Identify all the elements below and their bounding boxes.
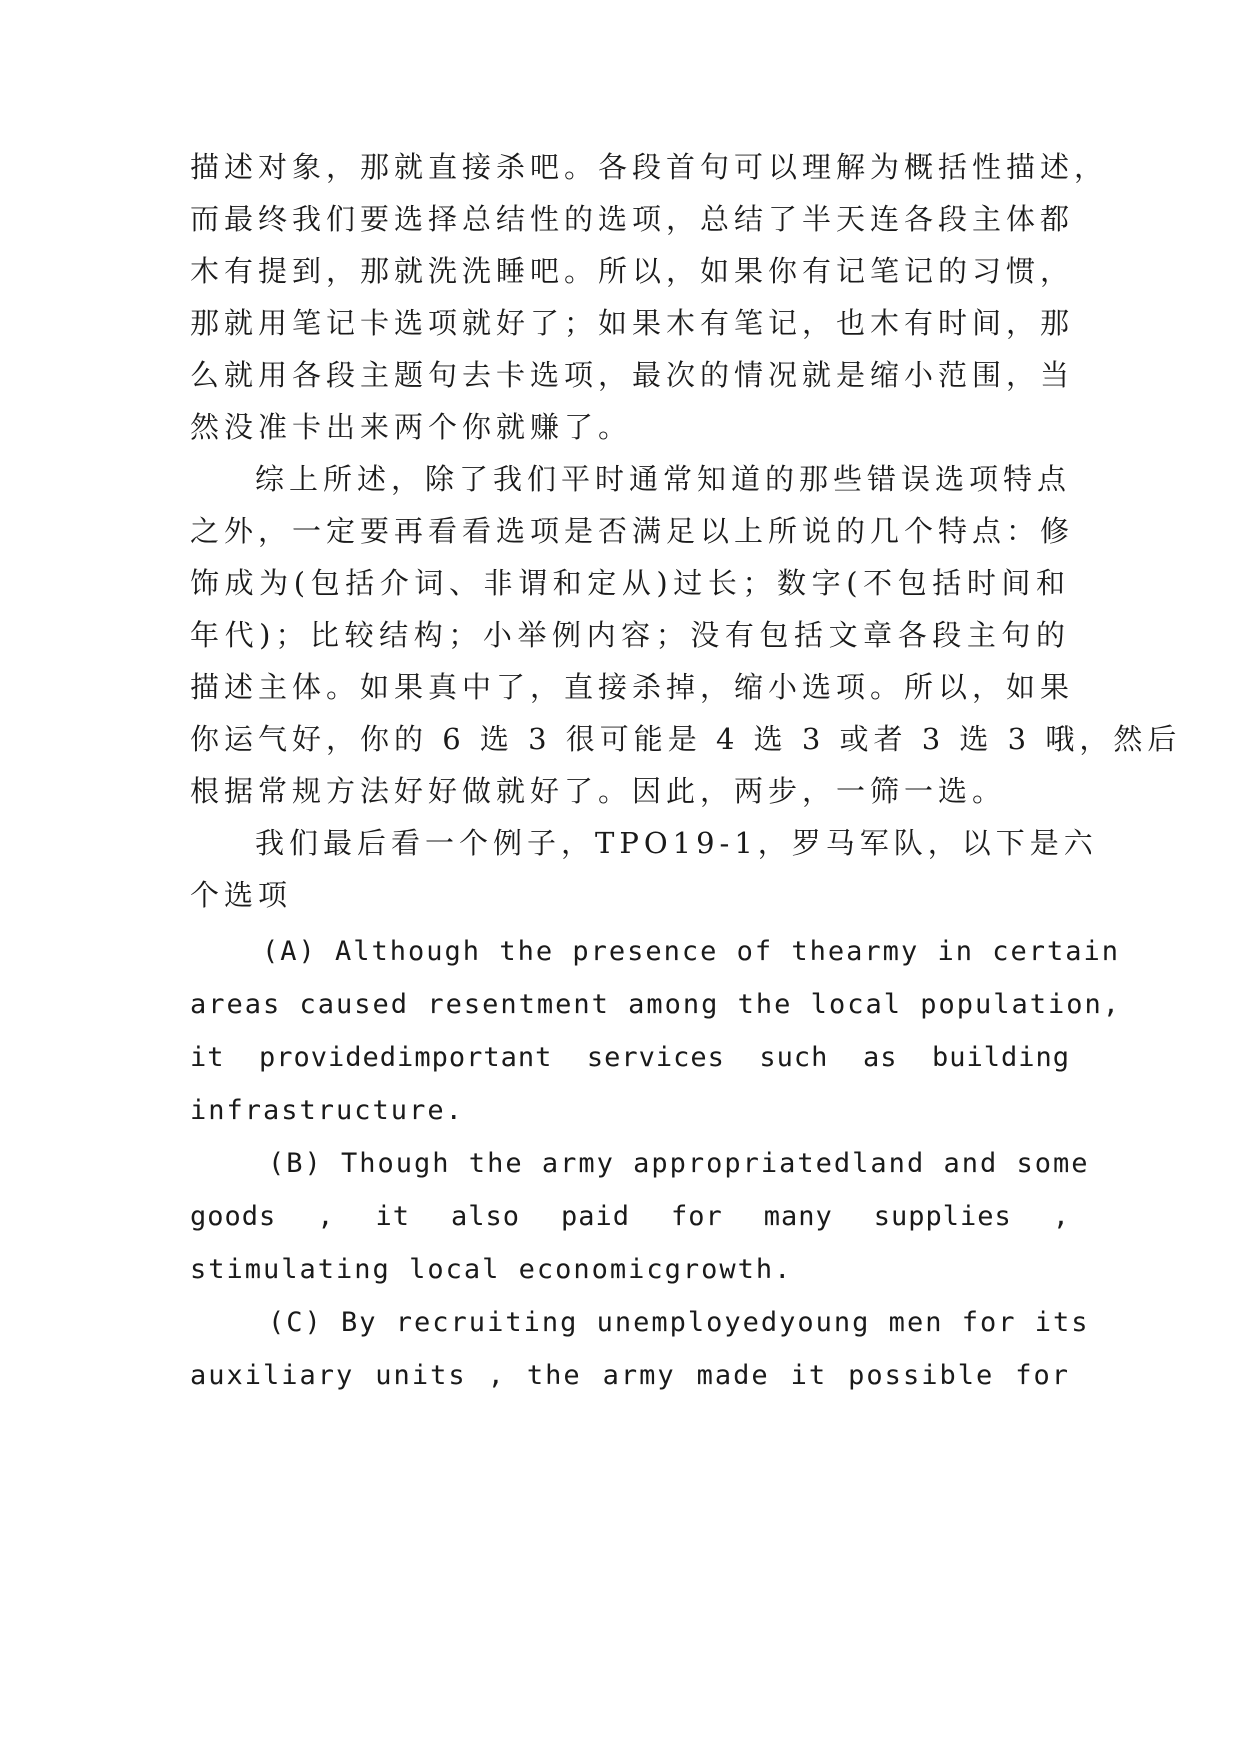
paragraph-2-line-6: 你运气好，你的 6 选 3 很可能是 4 选 3 或者 3 选 3 哦，然后 xyxy=(190,722,1182,756)
paragraph-2-line-4: 年代)；比较结构；小举例内容；没有包括文章各段主句的 xyxy=(190,618,1070,652)
option-b-line-1: (B) Though the army appropriatedland and some xyxy=(268,1148,1090,1179)
paragraph-2-line-5: 描述主体。如果真中了，直接杀掉，缩小选项。所以，如果 xyxy=(190,670,1075,704)
option-b-line-2: goods , it also paid for many supplies , xyxy=(190,1201,1070,1232)
paragraph-1-line-3: 木有提到，那就洗洗睡吧。所以，如果你有记笔记的习惯， xyxy=(190,254,1075,288)
paragraph-2-line-7: 根据常规方法好好做就好了。因此，两步，一筛一选。 xyxy=(190,774,1007,808)
paragraph-2-line-1: 综上所述，除了我们平时通常知道的那些错误选项特点 xyxy=(255,462,1072,496)
paragraph-2-line-2: 之外，一定要再看看选项是否满足以上所说的几个特点：修 xyxy=(190,514,1075,548)
paragraph-3-line-1: 我们最后看一个例子，TPO19-1，罗马军队，以下是六 xyxy=(255,826,1098,860)
option-c-line-1: (C) By recruiting unemployedyoung men for its xyxy=(268,1307,1090,1338)
paragraph-1-line-1: 描述对象，那就直接杀吧。各段首句可以理解为概括性描述， xyxy=(190,150,1109,184)
option-a-line-1: (A) Although the presence of thearmy in certain xyxy=(262,936,1121,967)
paragraph-1-line-2: 而最终我们要选择总结性的选项，总结了半天连各段主体都 xyxy=(190,202,1075,236)
option-a-line-2: areas caused resentment among the local population, xyxy=(190,989,1122,1020)
paragraph-1-line-4: 那就用笔记卡选项就好了；如果木有笔记，也木有时间，那 xyxy=(190,306,1075,340)
paragraph-3-line-2: 个选项 xyxy=(190,878,293,912)
option-b-line-3: stimulating local economicgrowth. xyxy=(190,1254,793,1285)
paragraph-1-line-6: 然没准卡出来两个你就赚了。 xyxy=(190,410,633,444)
paragraph-2-line-3: 饰成为(包括介词、非谓和定从)过长；数字(不包括时间和 xyxy=(190,566,1070,600)
paragraph-1-line-5: 么就用各段主题句去卡选项，最次的情况就是缩小范围，当 xyxy=(190,358,1075,392)
option-a-line-3: it providedimportant services such as building xyxy=(190,1042,1070,1073)
option-a-line-4: infrastructure. xyxy=(190,1095,464,1126)
option-c-line-2: auxiliary units , the army made it possible for xyxy=(190,1360,1070,1391)
